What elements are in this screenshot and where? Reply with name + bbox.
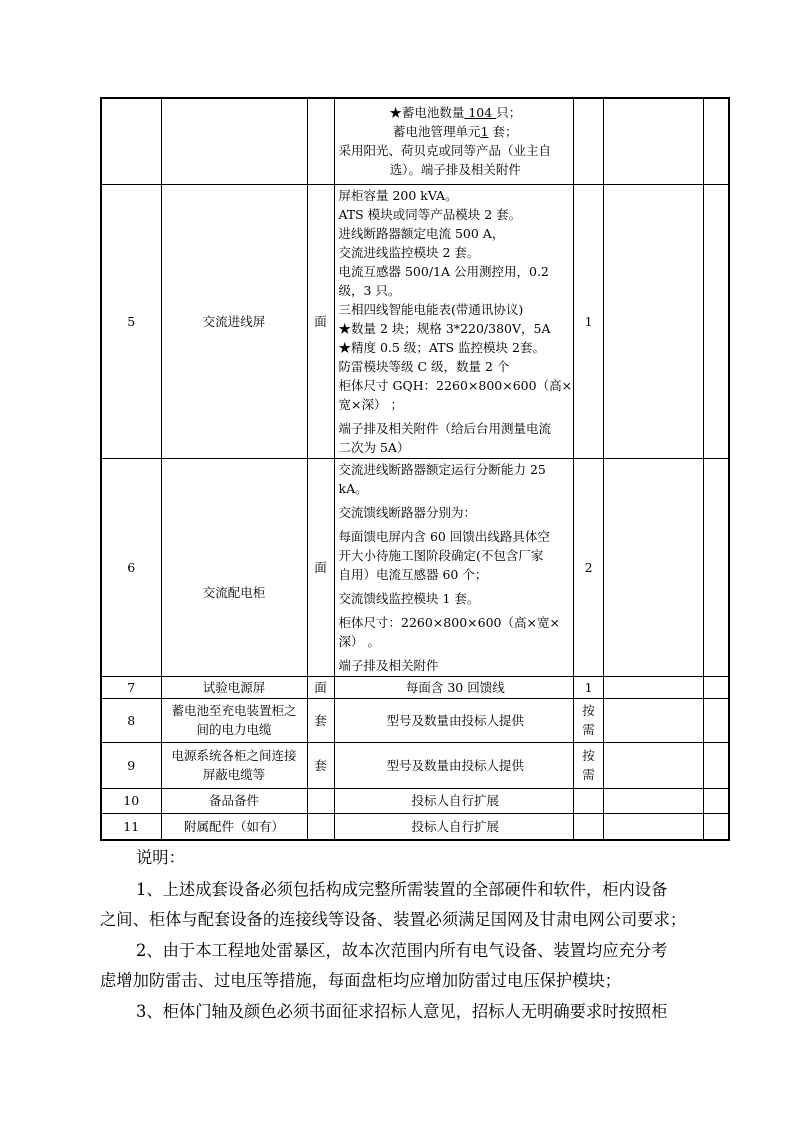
- param-line: 蓄电池管理单元1 套；: [393, 124, 518, 140]
- item-quantity: 1: [574, 184, 604, 458]
- empty-cell: [604, 742, 704, 788]
- param-line: ★蓄电池数量 104 只；: [389, 105, 522, 121]
- param-line: 采用阳光、荷贝克或同等产品（业主自: [338, 143, 552, 159]
- note-first-line: 2、由于本工程地处雷暴区，故本次范围内所有电气设备、装置均应充分考: [136, 941, 668, 960]
- item-quantity: [574, 813, 604, 840]
- table-row: [101, 698, 729, 742]
- empty-cell: [704, 458, 729, 676]
- item-params: 投标人自行扩展: [334, 788, 574, 813]
- item-params: [334, 98, 574, 184]
- empty-cell: [704, 813, 729, 840]
- item-quantity: 2: [574, 458, 604, 676]
- item-name: 交流配电柜: [161, 458, 307, 676]
- table-row: [101, 98, 729, 184]
- item-unit: 面: [307, 458, 334, 676]
- empty-cell: [604, 698, 704, 742]
- empty-cell: [704, 676, 729, 698]
- param-line: 自用）电流互感器 60 个；: [338, 566, 488, 582]
- param-line: 端子排及相关附件（给后台用测量电流: [338, 420, 552, 436]
- notes-section: [100, 848, 687, 1048]
- note-item: [100, 941, 684, 991]
- item-name: 交流进线屏: [161, 184, 307, 458]
- item-name: 附属配件（如有）: [161, 813, 307, 840]
- item-quantity: 1: [574, 676, 604, 698]
- param-line: 电流互感器 500/1A 公用测控用，0.2: [338, 263, 549, 279]
- item-name: 试验电源屏: [161, 676, 307, 698]
- empty-cell: [704, 184, 729, 458]
- param-line: 防雷模块等级 C 级，数量 2 个: [338, 358, 510, 374]
- item-name: 电源系统各柜之间连接屏蔽电缆等: [161, 742, 307, 788]
- item-unit: [307, 98, 334, 184]
- param-line: kA。: [338, 480, 368, 496]
- row-number: 8: [101, 698, 161, 742]
- item-params: [334, 458, 574, 676]
- table-row: [101, 676, 729, 698]
- note-continuation: 虑增加防雷击、过电压等措施，每面盘柜均应增加防雷过电压保护模块；: [100, 971, 622, 990]
- table-row: [101, 184, 729, 458]
- equipment-spec-table: [100, 97, 730, 841]
- item-quantity: 按需: [574, 698, 604, 742]
- param-line: 交流进线断路器额定运行分断能力 25: [338, 461, 546, 477]
- param-line: 宽×深） ；: [338, 396, 403, 412]
- empty-cell: [604, 788, 704, 813]
- note-item: [100, 880, 687, 930]
- note-continuation: 之间、柜体与配套设备的连接线等设备、装置必须满足国网及甘肃电网公司要求；: [100, 910, 687, 929]
- item-unit: [307, 813, 334, 840]
- item-unit: 面: [307, 676, 334, 698]
- item-name: 蓄电池至充电装置柜之间的电力电缆: [161, 698, 307, 742]
- row-number: 10: [101, 788, 161, 813]
- param-line: 柜体尺寸：2260×800×600（高×宽×: [338, 614, 560, 630]
- param-line: 柜体尺寸 GQH：2260×800×600（高×: [338, 377, 573, 393]
- item-name: [161, 98, 307, 184]
- item-unit: 套: [307, 742, 334, 788]
- item-params: 型号及数量由投标人提供: [334, 742, 574, 788]
- item-name: 备品备件: [161, 788, 307, 813]
- item-params: 每面含 30 回馈线: [334, 676, 574, 698]
- table-row: [101, 742, 729, 788]
- item-quantity: [574, 98, 604, 184]
- param-line: 每面馈电屏内含 60 回馈出线路具体空: [338, 528, 550, 544]
- empty-cell: [604, 184, 704, 458]
- empty-cell: [704, 98, 729, 184]
- param-line: 交流进线监控模块 2 套。: [338, 244, 480, 260]
- item-params: [334, 184, 574, 458]
- param-line: 开大小待施工图阶段确定(不包含厂家: [338, 547, 544, 563]
- item-unit: 面: [307, 184, 334, 458]
- param-line: ★精度 0.5 级；ATS 监控模块 2套。: [338, 339, 545, 355]
- row-number: 6: [101, 458, 161, 676]
- notes-title: 说明：: [136, 848, 185, 867]
- param-line: 交流馈线监控模块 1 套。: [338, 590, 480, 606]
- item-quantity: [574, 788, 604, 813]
- item-params: 投标人自行扩展: [334, 813, 574, 840]
- table-row: [101, 458, 729, 676]
- param-line: 选）。端子排及相关附件: [389, 162, 521, 178]
- table-row: [101, 813, 729, 840]
- param-line: 端子排及相关附件: [338, 657, 439, 673]
- item-unit: [307, 788, 334, 813]
- param-line: ★数量 2 块；规格 3*220/380V，5A: [338, 320, 551, 336]
- param-line: 二次为 5A）: [338, 439, 410, 455]
- param-line: 屏柜容量 200 kVA。: [338, 187, 458, 203]
- empty-cell: [604, 676, 704, 698]
- param-line: 交流馈线断路器分别为：: [338, 504, 477, 520]
- empty-cell: [604, 458, 704, 676]
- empty-cell: [604, 98, 704, 184]
- empty-cell: [704, 742, 729, 788]
- table-row: [101, 788, 729, 813]
- row-number: 5: [101, 184, 161, 458]
- param-line: 进线断路器额定电流 500 A，: [338, 225, 505, 241]
- param-line: 级，3 只。: [338, 282, 401, 298]
- item-params: 型号及数量由投标人提供: [334, 698, 574, 742]
- empty-cell: [704, 698, 729, 742]
- param-line: 三相四线智能电能表(带通讯协议): [338, 301, 524, 317]
- param-line: 深） 。: [338, 633, 380, 649]
- note-first-line: 3、柜体门轴及颜色必须书面征求招标人意见，招标人无明确要求时按照柜: [136, 1002, 668, 1021]
- item-quantity: 按需: [574, 742, 604, 788]
- note-item: [100, 1002, 684, 1032]
- empty-cell: [604, 813, 704, 840]
- row-number: 9: [101, 742, 161, 788]
- row-number: 7: [101, 676, 161, 698]
- item-unit: 套: [307, 698, 334, 742]
- note-first-line: 1、上述成套设备必须包括构成完整所需装置的全部硬件和软件，柜内设备: [136, 880, 668, 899]
- row-number: 11: [101, 813, 161, 840]
- row-number: [101, 98, 161, 184]
- empty-cell: [704, 788, 729, 813]
- param-line: ATS 模块或同等产品模块 2 套。: [338, 206, 522, 222]
